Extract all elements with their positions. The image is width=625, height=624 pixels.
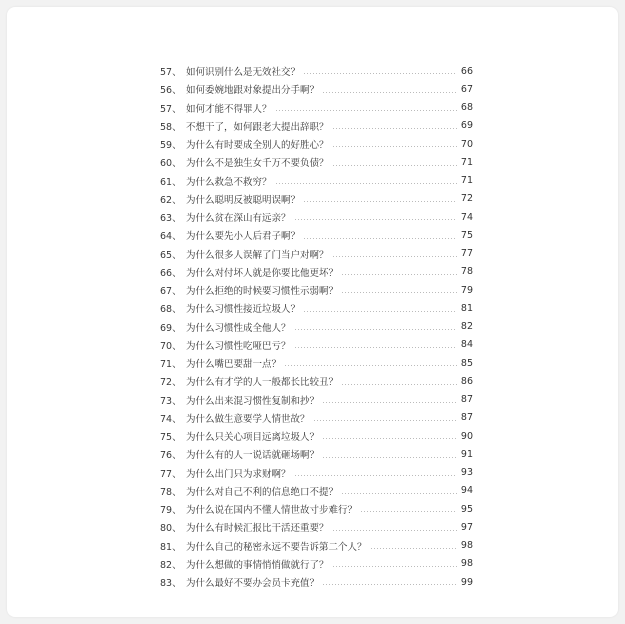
toc-entry-number: 69、 [160, 322, 182, 334]
toc-entry[interactable] [160, 372, 473, 390]
toc-entry-title: 为什么贫在深山有远亲？ [186, 213, 291, 225]
toc-entry-title: 为什么拒绝的时候要习惯性示弱啊？ [186, 286, 339, 298]
toc-entry[interactable] [160, 391, 473, 409]
document-page [7, 7, 618, 617]
toc-dot-leader [322, 402, 457, 403]
toc-entry-number: 59、 [160, 140, 182, 152]
toc-entry-page-number: 79 [460, 284, 473, 296]
toc-entry-page-number: 81 [460, 302, 473, 314]
toc-entry[interactable] [160, 445, 473, 463]
toc-entry-title: 如何才能不得罪人？ [186, 103, 272, 115]
toc-entry-number: 68、 [160, 304, 182, 316]
toc-entry-number: 74、 [160, 413, 182, 425]
toc-entry-page-number: 75 [460, 229, 473, 241]
toc-entry-title: 为什么救急不救穷？ [186, 176, 272, 188]
toc-entry-page-number: 87 [460, 394, 473, 406]
toc-entry[interactable] [160, 336, 473, 354]
toc-entry-title: 为什么很多人误解了门当户对啊？ [186, 249, 329, 261]
toc-entry-number: 64、 [160, 231, 182, 243]
toc-entry-title: 为什么聪明反被聪明误啊？ [186, 194, 301, 206]
toc-entry-page-number: 68 [460, 102, 473, 114]
toc-entry[interactable] [160, 354, 473, 372]
toc-entry[interactable] [160, 208, 473, 226]
toc-entry[interactable] [160, 482, 473, 500]
toc-entry-page-number: 97 [460, 521, 473, 533]
toc-entry-page-number: 74 [460, 211, 473, 223]
toc-entry[interactable] [160, 318, 473, 336]
toc-entry-number: 78、 [160, 486, 182, 498]
toc-entry-page-number: 78 [460, 266, 473, 278]
toc-entry-title: 如何识别什么是无效社交？ [186, 67, 301, 79]
toc-entry-page-number: 94 [460, 485, 473, 497]
toc-entry-page-number: 77 [460, 248, 473, 260]
toc-dot-leader [360, 511, 457, 512]
toc-entry-title: 为什么做生意要学人情世故？ [186, 413, 310, 425]
toc-entry[interactable] [160, 537, 473, 555]
toc-entry-title: 为什么有才学的人一般都长比较丑？ [186, 377, 339, 389]
toc-entry-title: 为什么对自己不利的信息绝口不提？ [186, 486, 339, 498]
toc-entry-number: 57、 [160, 67, 182, 79]
toc-entry[interactable] [160, 427, 473, 445]
toc-entry[interactable] [160, 245, 473, 263]
toc-dot-leader [322, 92, 457, 93]
toc-entry-number: 70、 [160, 340, 182, 352]
toc-entry[interactable] [160, 299, 473, 317]
toc-dot-leader [341, 292, 457, 293]
toc-entry-title: 为什么说在国内不懂人情世故寸步难行？ [186, 505, 358, 517]
toc-entry-title: 如何委婉地跟对象提出分手啊？ [186, 85, 320, 97]
toc-entry-page-number: 66 [460, 65, 473, 77]
toc-entry[interactable] [160, 80, 473, 98]
toc-entry-title: 为什么要先小人后君子啊？ [186, 231, 301, 243]
toc-entry-page-number: 70 [460, 138, 473, 150]
toc-entry-page-number: 95 [460, 503, 473, 515]
toc-dot-leader [303, 201, 457, 202]
toc-entry[interactable] [160, 281, 473, 299]
toc-entry-page-number: 86 [460, 375, 473, 387]
toc-dot-leader [341, 493, 457, 494]
toc-entry-page-number: 87 [460, 412, 473, 424]
toc-dot-leader [332, 530, 457, 531]
toc-dot-leader [313, 420, 457, 421]
toc-entry-title: 为什么自己的秘密永远不要告诉第二个人？ [186, 541, 367, 553]
toc-dot-leader [332, 256, 457, 257]
toc-entry[interactable] [160, 135, 473, 153]
toc-dot-leader [322, 457, 457, 458]
toc-entry-page-number: 67 [460, 83, 473, 95]
toc-entry-page-number: 84 [460, 339, 473, 351]
toc-entry-number: 71、 [160, 359, 182, 371]
toc-dot-leader [303, 311, 457, 312]
toc-entry-page-number: 98 [460, 558, 473, 570]
toc-entry-title: 为什么对付坏人就是你要比他更坏？ [186, 267, 339, 279]
toc-dot-leader [332, 128, 457, 129]
toc-entry-title: 为什么有时要成全别人的好胜心？ [186, 140, 329, 152]
toc-entry-title: 为什么习惯性接近垃圾人？ [186, 304, 301, 316]
toc-entry-number: 76、 [160, 450, 182, 462]
toc-entry-title: 为什么有的人一说话就砸场啊？ [186, 450, 320, 462]
toc-dot-leader [284, 365, 457, 366]
toc-dot-leader [303, 73, 457, 74]
toc-entry[interactable] [160, 153, 473, 171]
toc-entry-number: 75、 [160, 432, 182, 444]
toc-entry[interactable] [160, 464, 473, 482]
toc-entry-title: 为什么不是独生女千万不要负债？ [186, 158, 329, 170]
toc-entry-number: 81、 [160, 541, 182, 553]
toc-entry-title: 为什么想做的事情悄悄做就行了？ [186, 559, 329, 571]
toc-dot-leader [332, 165, 457, 166]
toc-dot-leader [370, 548, 457, 549]
toc-entry-number: 65、 [160, 249, 182, 261]
toc-entry-title: 为什么出门只为求财啊？ [186, 468, 291, 480]
toc-entry-page-number: 72 [460, 193, 473, 205]
toc-dot-leader [303, 238, 457, 239]
toc-entry-number: 73、 [160, 395, 182, 407]
toc-entry[interactable] [160, 263, 473, 281]
toc-entry-title: 为什么有时候汇报比干活还重要？ [186, 523, 329, 535]
toc-entry-number: 57、 [160, 103, 182, 115]
toc-entry-number: 62、 [160, 194, 182, 206]
toc-entry[interactable] [160, 573, 473, 591]
toc-entry-number: 61、 [160, 176, 182, 188]
toc-entry[interactable] [160, 409, 473, 427]
toc-entry-page-number: 99 [460, 576, 473, 588]
toc-entry-number: 79、 [160, 505, 182, 517]
toc-entry-page-number: 71 [460, 156, 473, 168]
toc-entry-page-number: 85 [460, 357, 473, 369]
toc-entry-title: 为什么习惯性成全他人？ [186, 322, 291, 334]
toc-dot-leader [322, 438, 457, 439]
toc-entry-number: 80、 [160, 523, 182, 535]
toc-entry[interactable] [160, 172, 473, 190]
toc-entry-number: 56、 [160, 85, 182, 97]
toc-entry-number: 66、 [160, 267, 182, 279]
toc-entry-number: 82、 [160, 559, 182, 571]
toc-dot-leader [294, 329, 457, 330]
toc-entry-page-number: 82 [460, 321, 473, 333]
toc-entry-number: 58、 [160, 121, 182, 133]
toc-entry[interactable] [160, 62, 473, 80]
toc-entry[interactable] [160, 99, 473, 117]
toc-entry-number: 67、 [160, 286, 182, 298]
toc-dot-leader [322, 584, 457, 585]
toc-entry-page-number: 93 [460, 467, 473, 479]
toc-entry-number: 72、 [160, 377, 182, 389]
toc-dot-leader [341, 274, 457, 275]
toc-entry[interactable] [160, 117, 473, 135]
toc-dot-leader [275, 183, 457, 184]
toc-dot-leader [294, 219, 457, 220]
toc-dot-leader [341, 384, 457, 385]
toc-entry-page-number: 90 [460, 430, 473, 442]
toc-dot-leader [294, 475, 457, 476]
toc-entry-page-number: 91 [460, 448, 473, 460]
toc-dot-leader [332, 146, 457, 147]
toc-entry-page-number: 98 [460, 540, 473, 552]
toc-entry-title: 为什么习惯性吃哑巴亏？ [186, 340, 291, 352]
toc-entry[interactable] [160, 555, 473, 573]
toc-entry[interactable] [160, 226, 473, 244]
toc-entry-page-number: 69 [460, 120, 473, 132]
toc-entry-page-number: 71 [460, 175, 473, 187]
toc-entry[interactable] [160, 518, 473, 536]
toc-dot-leader [275, 110, 457, 111]
toc-entry[interactable] [160, 190, 473, 208]
toc-dot-leader [294, 347, 457, 348]
toc-entry-title: 为什么嘴巴要甜一点？ [186, 359, 282, 371]
toc-dot-leader [332, 566, 457, 567]
toc-entry-number: 63、 [160, 213, 182, 225]
toc-entry-title: 为什么只关心项目远离垃圾人？ [186, 432, 320, 444]
toc-entry-title: 为什么最好不要办会员卡充值？ [186, 578, 320, 590]
toc-entry-title: 为什么出来混习惯性复制和抄？ [186, 395, 320, 407]
toc-entry[interactable] [160, 500, 473, 518]
toc-entry-number: 83、 [160, 578, 182, 590]
toc-entry-number: 77、 [160, 468, 182, 480]
toc-entry-number: 60、 [160, 158, 182, 170]
table-of-contents [160, 62, 473, 591]
toc-entry-title: 不想干了，如何跟老大提出辞职？ [186, 121, 329, 133]
